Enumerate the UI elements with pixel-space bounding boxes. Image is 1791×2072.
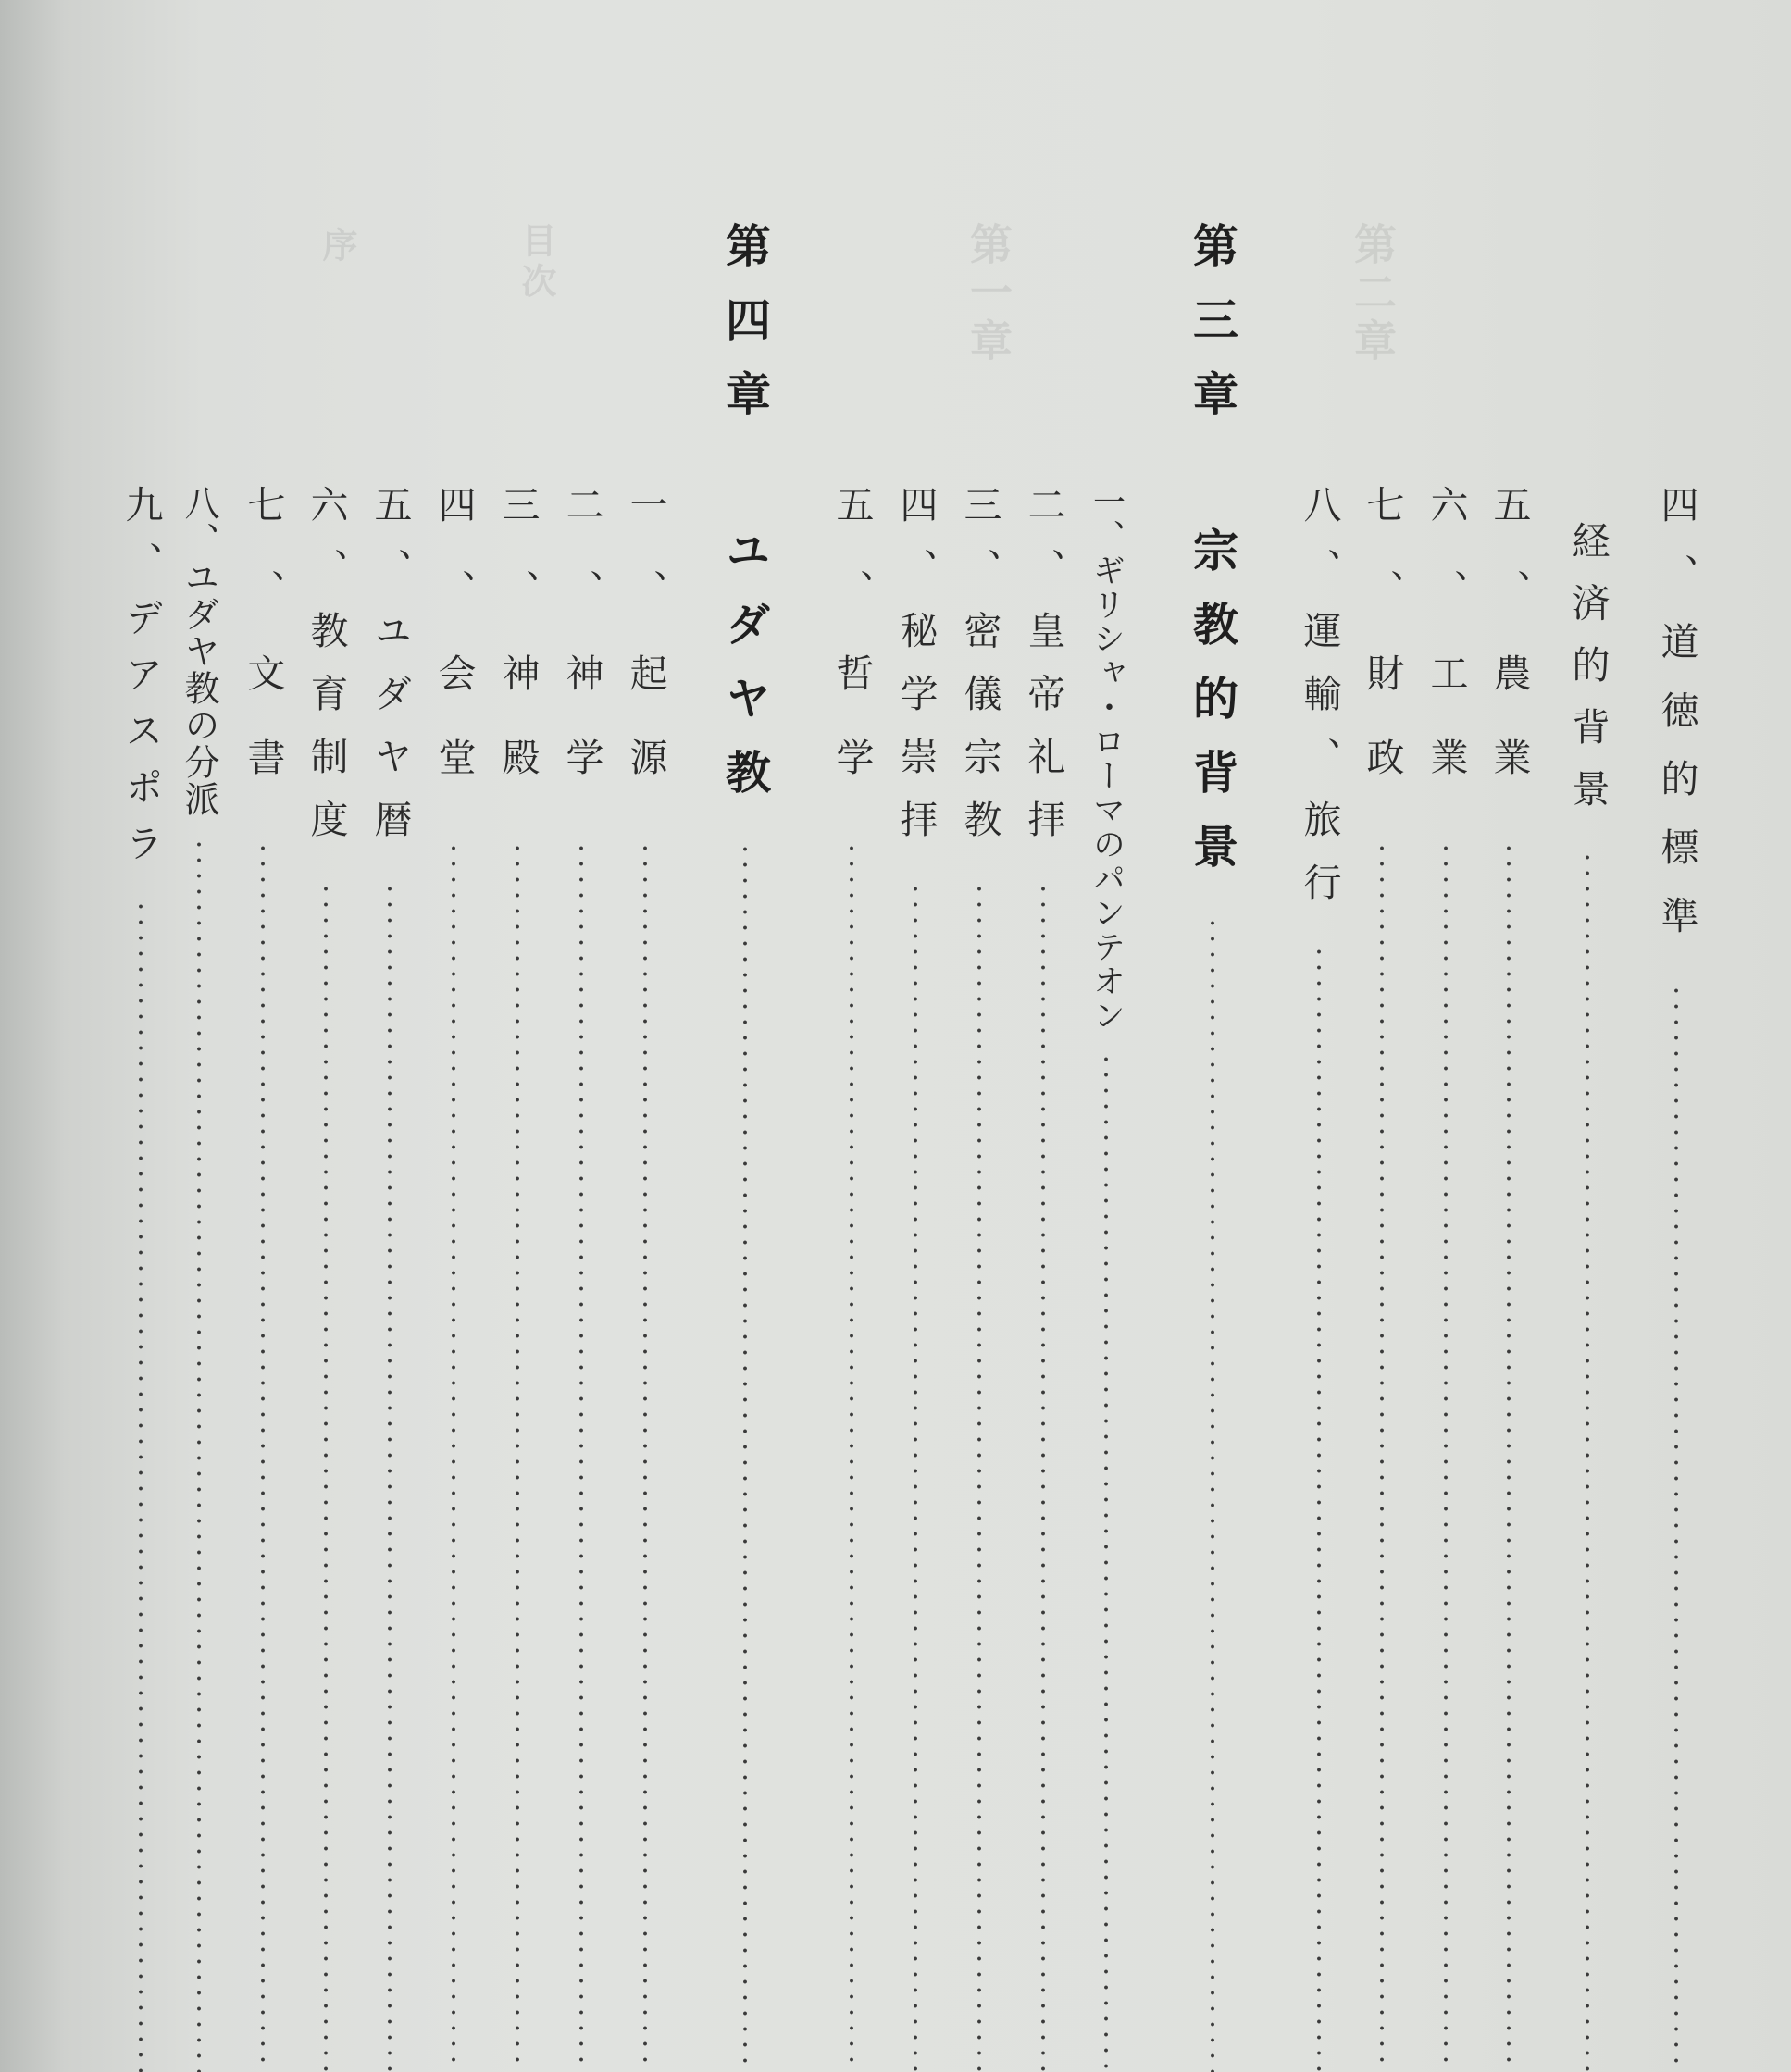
dot-leader [139, 899, 143, 2072]
dot-leader [1674, 983, 1678, 2072]
toc-entry-industry[interactable] [1413, 0, 1478, 2072]
toc-chapter-label: 第三章 宗教的背景 [1186, 222, 1240, 897]
toc-entry-transport-travel[interactable] [1287, 0, 1351, 2072]
toc-entry-label: 一、ギリシャ・ローマのパンテオン [1088, 485, 1126, 1033]
toc-chapter-label: 第四章 ユダヤ教 [718, 222, 773, 823]
dot-leader [1380, 840, 1384, 2072]
toc-entry-label: 三、密儀宗教 [957, 485, 1002, 862]
toc-entry-label: 九、デアスポラ [118, 485, 164, 880]
toc-entry-jewish-sects[interactable] [167, 0, 231, 2072]
dot-leader [643, 840, 647, 2072]
dot-leader [1586, 850, 1589, 2072]
toc-entry-label: 五、ユダヤ暦 [367, 485, 413, 862]
toc-entry-label: 四、秘学崇拝 [893, 485, 939, 862]
dot-leader [197, 837, 201, 2072]
toc-entry-label: 五、哲学 [829, 485, 875, 822]
dot-leader [977, 881, 981, 2072]
toc-section-economic-background[interactable] [1555, 0, 1620, 2072]
toc-entry-label: 七、文書 [241, 485, 286, 822]
toc-entry-temple[interactable] [485, 0, 550, 2072]
toc-entry-label: 七、財政 [1360, 485, 1405, 822]
ghost-text-1: 第二章 [1348, 222, 1398, 366]
toc-entry-moral-standards[interactable] [1644, 0, 1709, 2072]
toc-section-label: 経済的背景 [1565, 521, 1611, 831]
toc-entry-emperor-worship[interactable] [1011, 0, 1076, 2072]
dot-leader [261, 840, 265, 2072]
toc-entry-mystery-religions[interactable] [947, 0, 1012, 2072]
toc-entry-occult-worship[interactable] [883, 0, 948, 2072]
toc-entry-label: 五、農業 [1486, 485, 1532, 822]
toc-entry-greco-roman-pantheon[interactable] [1074, 0, 1138, 2072]
toc-chapter-4[interactable] [713, 0, 777, 2072]
toc-entry-label: 四、道徳的標準 [1654, 485, 1699, 964]
toc-entry-philosophy[interactable] [819, 0, 884, 2072]
dot-leader [1211, 915, 1214, 2072]
toc-entry-label: 一、起源 [623, 485, 668, 822]
toc-entry-label: 二、皇帝礼拝 [1021, 485, 1066, 862]
toc-entry-label: 三、神殿 [495, 485, 541, 822]
dot-leader [914, 881, 917, 2072]
ghost-text-4: 序 [317, 227, 357, 267]
toc-entry-finance[interactable] [1349, 0, 1414, 2072]
toc-entry-theology[interactable] [549, 0, 614, 2072]
dot-leader [1444, 840, 1448, 2072]
dot-leader [579, 840, 583, 2072]
dot-leader [1507, 840, 1511, 2072]
toc-entry-label: 八、運輸、旅行 [1297, 485, 1342, 925]
dot-leader [1041, 881, 1045, 2072]
toc-entry-label: 二、神学 [559, 485, 604, 822]
dot-leader [452, 840, 455, 2072]
toc-entry-synagogue[interactable] [421, 0, 486, 2072]
dot-leader [324, 881, 328, 2072]
dot-leader [1317, 944, 1321, 2072]
dot-leader [1104, 1051, 1108, 2072]
ghost-text-3: 目次 [516, 222, 556, 304]
toc-entry-label: 八、ユダヤ教の分派 [179, 485, 219, 818]
toc-entry-diaspora[interactable] [108, 0, 173, 2072]
dot-leader [388, 881, 392, 2072]
toc-chapter-3[interactable] [1180, 0, 1245, 2072]
dot-leader [850, 840, 853, 2072]
dot-leader [516, 840, 519, 2072]
toc-entry-agriculture[interactable] [1476, 0, 1541, 2072]
toc-entry-label: 六、教育制度 [304, 485, 349, 862]
toc-entry-jewish-calendar[interactable] [357, 0, 422, 2072]
toc-entry-education-system[interactable] [293, 0, 358, 2072]
dot-leader [743, 841, 747, 2072]
toc-entry-origins[interactable] [613, 0, 678, 2072]
toc-entry-label: 六、工業 [1424, 485, 1469, 822]
toc-entry-writings[interactable] [230, 0, 295, 2072]
toc-entry-label: 四、会堂 [431, 485, 477, 822]
ghost-text-2: 第一章 [964, 222, 1014, 366]
